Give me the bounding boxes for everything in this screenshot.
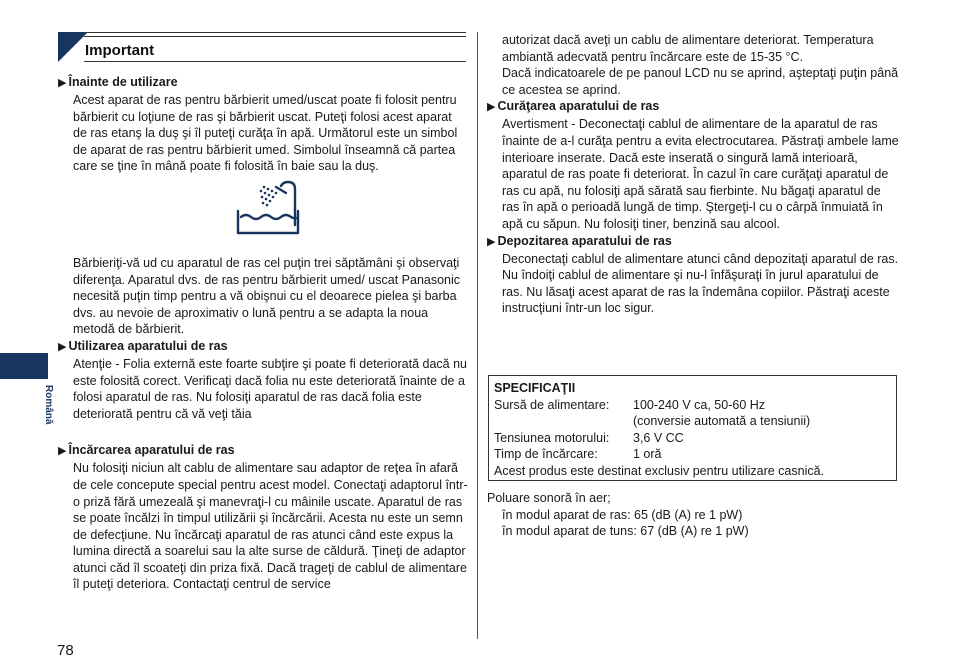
left-column [58, 74, 468, 593]
spec-key: Sursă de alimentare: [494, 397, 610, 412]
spec-value: 100-240 V ca, 50-60 Hz [633, 397, 766, 412]
spec-value: (conversie automată a tensiunii) [633, 414, 811, 428]
usage-paragraph-1: Atenţie - Folia externă este foarte subţire şi poate fi deteriorată dacă nu este folosită corect. Verificaţi dacă folia nu este deteriorată înainte de a folosi aparatul de ras. Nu folosiţi aparatul de ras dacă folia este deteriorată pentru că vă veţi tăia [73, 356, 467, 421]
storage-paragraph-1: Deconectaţi cablul de alimentare atunci când depozitaţi aparatul de ras. Nu îndoiţi cablul de alimentare şi nu-l înfăşuraţi în jurul aparatului de ras. Nu lăsaţi acest aparat de ras la îndemâna copiilor. Păstraţi aceste instrucţiuni într-un loc sigur. [502, 251, 899, 316]
header-rule-top [84, 32, 466, 33]
spec-key [494, 413, 633, 430]
charging-paragraph-1-continued: autorizat dacă aveţi un cablu de alimentare deteriorat. Temperatura ambiantă adecvată pentru încărcare este de 15-35 °C. [502, 33, 874, 64]
spec-key: Tensiunea motorului: [494, 430, 610, 445]
column-divider [477, 32, 478, 639]
spec-row [494, 446, 891, 463]
charging-paragraph-1: Nu folosiţi niciun alt cablu de alimentare sau adaptor de reţea în afară de cele concepute special pentru acest model. Conectaţi adaptorul într-o priză fără umezeală şi manevraţi-l cu mâinile uscate. Aparatul de ras se poate încălzi în timpul utilizării şi încărcării. Acesta nu este un semn de defecţiune. Nu încărcaţi aparatul de ras atunci când este expus la lumina directă a soarelui sau la alte surse de căldură. Ţineţi de adaptor atunci căd îl scoateţi din priza fixă. Dacă trageţi de cablul de alimentare îl puteţi deteriora. Contactaţi centrul de service [73, 461, 468, 592]
section-heading-charging: ▶ Încărcarea aparatului de ras [58, 443, 235, 458]
triangle-right-icon: ▶ [58, 340, 67, 353]
noise-line-shaver: în modul aparat de ras: 65 (dB (A) re 1 pW) [502, 507, 743, 522]
spec-note: Acest produs este destinat exclusiv pentru utilizare casnică. [494, 463, 825, 478]
before-use-paragraph-2: Bărbieriţi-vă ud cu aparatul de ras cel puţin trei săptămâni şi observaţi diferenţa. Aparatul dvs. de ras pentru bărbierit umed/ uscat Panasonic necesită puţin timp pentru a vă obişnui cu el deoarece pielea şi barba dvs. au nevoie de aproximativ o lună pentru a se adapta la noua metodă de bărbierit. [73, 255, 461, 337]
section-heading-before-use: ▶ Înainte de utilizare [58, 75, 178, 89]
noise-section [487, 490, 897, 540]
triangle-right-icon: ▶ [58, 77, 67, 89]
shower-symbol-area [58, 175, 468, 255]
noise-line-trimmer: în modul aparat de tuns: 67 (dB (A) re 1 pW) [502, 524, 749, 539]
spec-value: 3,6 V CC [633, 430, 684, 445]
language-tab-marker [0, 353, 48, 379]
before-use-paragraph-1: Acest aparat de ras pentru bărbierit umed/uscat poate fi folosit pentru bărbierit cu loţiune de ras şi bărbierit uscat. Puteţi folosi acest aparat de ras etanş la duş şi îl puteţi curăţa în apă. Următorul este un simbol de aparat de ras pentru bărbierit umed. Simbolul înseamnă că partea care se ţine în mână poate fi folosită în baie sau la duş. [73, 93, 458, 174]
spec-row [494, 397, 891, 414]
important-title: Important [85, 42, 155, 59]
section-heading-storage: ▶ Depozitarea aparatului de ras [487, 233, 672, 248]
triangle-right-icon: ▶ [487, 101, 496, 114]
section-heading-usage: ▶ Utilizarea aparatului de ras [58, 338, 228, 353]
spec-key: Timp de încărcare: [494, 447, 598, 461]
section-heading-cleaning: ▶ Curăţarea aparatului de ras [487, 99, 660, 114]
triangle-right-icon: ▶ [487, 235, 496, 248]
page-number: 78 [57, 642, 74, 659]
cleaning-paragraph-1: Avertisment - Deconectaţi cablul de alimentare de la aparatul de ras înainte de a-l curăţa pentru a evita electrocutarea. Păstraţi ambele lame interioare inserate. Dacă este inserată o singură lamă interioară, aparatul de ras poate fi deteriorat. În cazul în care curăţaţi aparatul de ras cu apă, nu folosiţi apă sărată sau fierbinte. Nu băgaţi aparatul de ras în apă o perioadă lungă de timp. Ştergeţi-l cu o cârpă înmuiată în apă cu săpun. Nu folosiţi tiner, benzină sau alcool. [502, 117, 899, 231]
header-rule-bottom [84, 61, 466, 62]
noise-title: Poluare sonoră în aer; [487, 491, 611, 505]
spec-row [494, 413, 891, 430]
specifications-box [488, 375, 897, 481]
triangle-right-icon: ▶ [58, 445, 67, 458]
specifications-title: SPECIFICAŢII [494, 381, 576, 395]
spec-row [494, 430, 891, 447]
charging-paragraph-2: Dacă indicatoarele de pe panoul LCD nu se aprind, aşteptaţi puţin până ce acestea se aprind. [502, 66, 899, 97]
shower-bath-icon [236, 179, 302, 239]
spec-value: 1 oră [633, 447, 662, 461]
right-column [487, 32, 899, 317]
language-tab-label: Română [43, 385, 54, 425]
header-rule-second [84, 36, 466, 37]
